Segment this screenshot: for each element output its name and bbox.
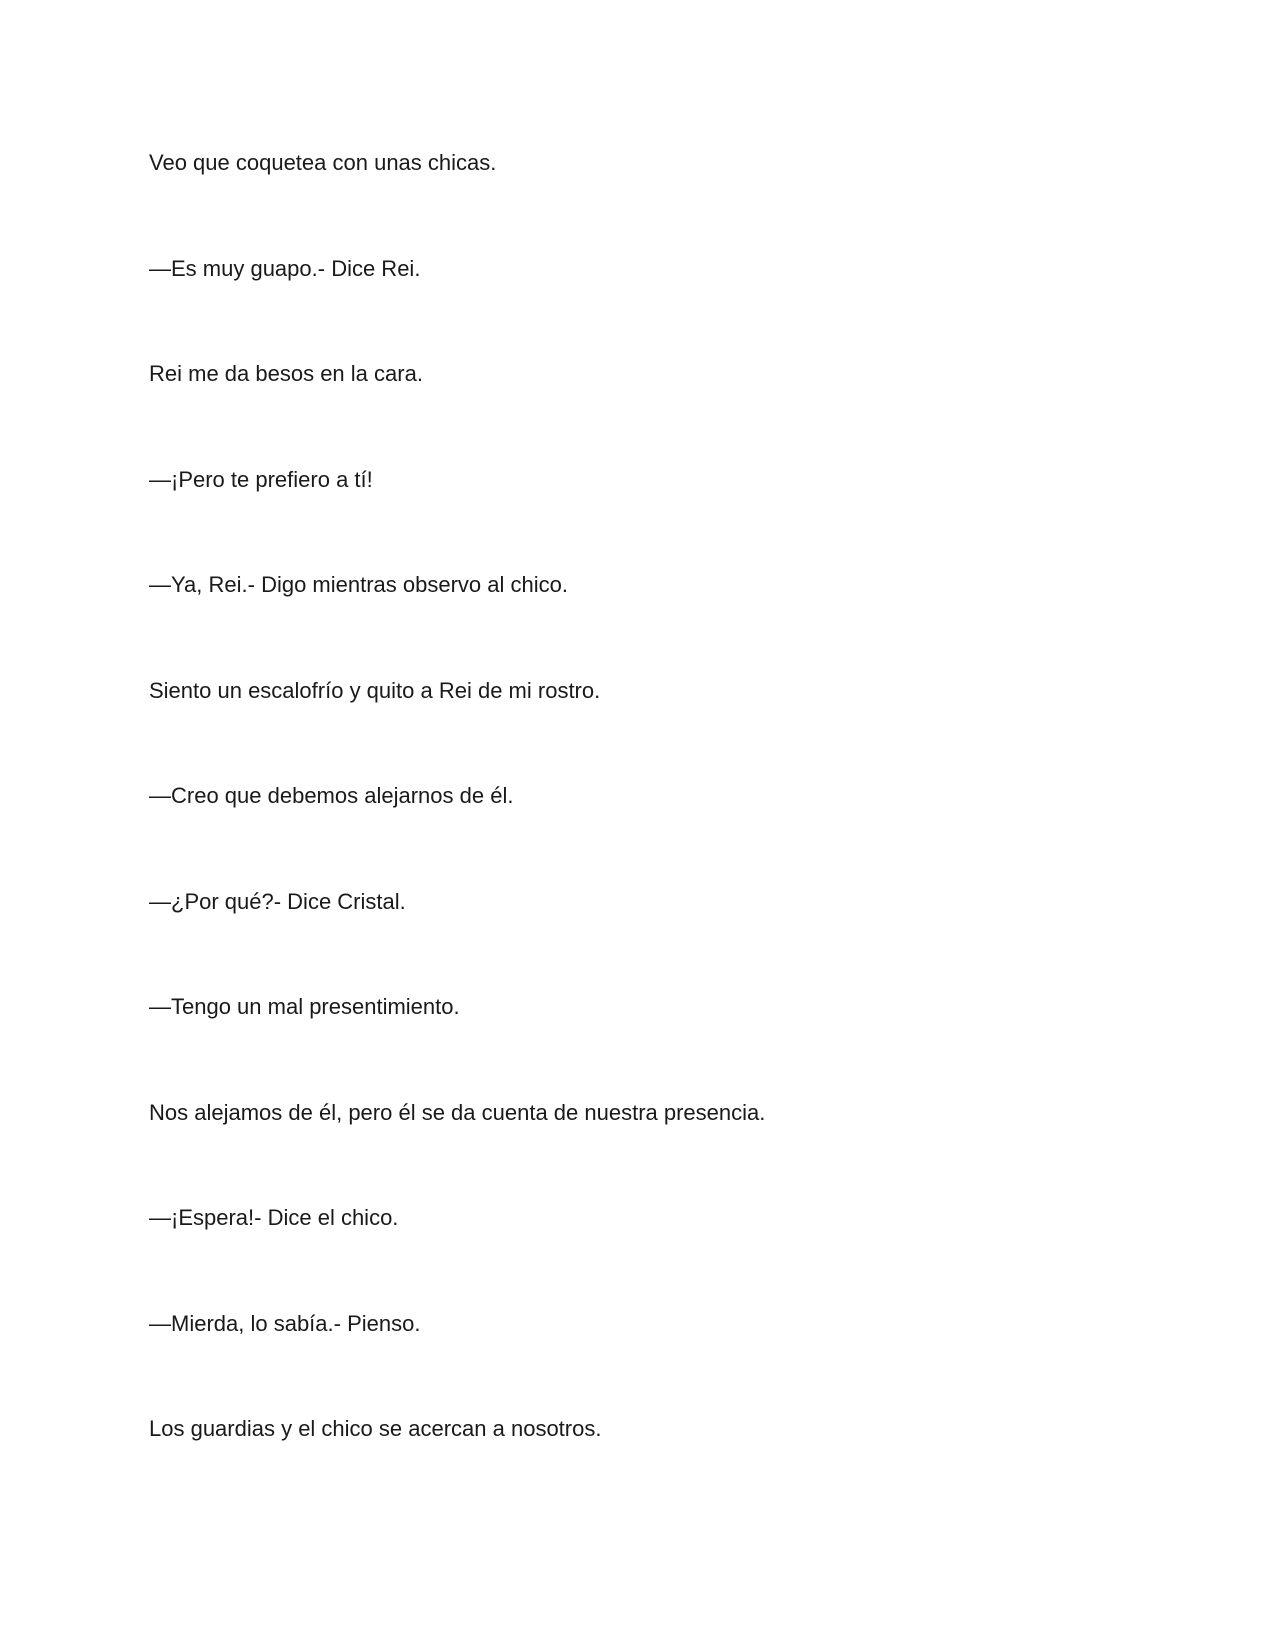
paragraph: —Ya, Rei.- Digo mientras observo al chico. [149, 572, 568, 597]
paragraph: —Es muy guapo.- Dice Rei. [149, 256, 421, 281]
paragraph: —¿Por qué?- Dice Cristal. [149, 889, 406, 914]
paragraph: —¡Espera!- Dice el chico. [149, 1205, 399, 1230]
paragraph: —Mierda, lo sabía.- Pienso. [149, 1311, 421, 1336]
paragraph: Veo que coquetea con unas chicas. [149, 150, 497, 175]
paragraph: Rei me da besos en la cara. [149, 361, 423, 386]
paragraph: —¡Pero te prefiero a tí! [149, 467, 373, 492]
paragraph: —Creo que debemos alejarnos de él. [149, 783, 514, 808]
paragraph: Los guardias y el chico se acercan a nosotros. [149, 1416, 602, 1441]
paragraph: Siento un escalofrío y quito a Rei de mi rostro. [149, 678, 601, 703]
paragraph: Nos alejamos de él, pero él se da cuenta de nuestra presencia. [149, 1100, 766, 1125]
paragraph: —Tengo un mal presentimiento. [149, 994, 460, 1019]
